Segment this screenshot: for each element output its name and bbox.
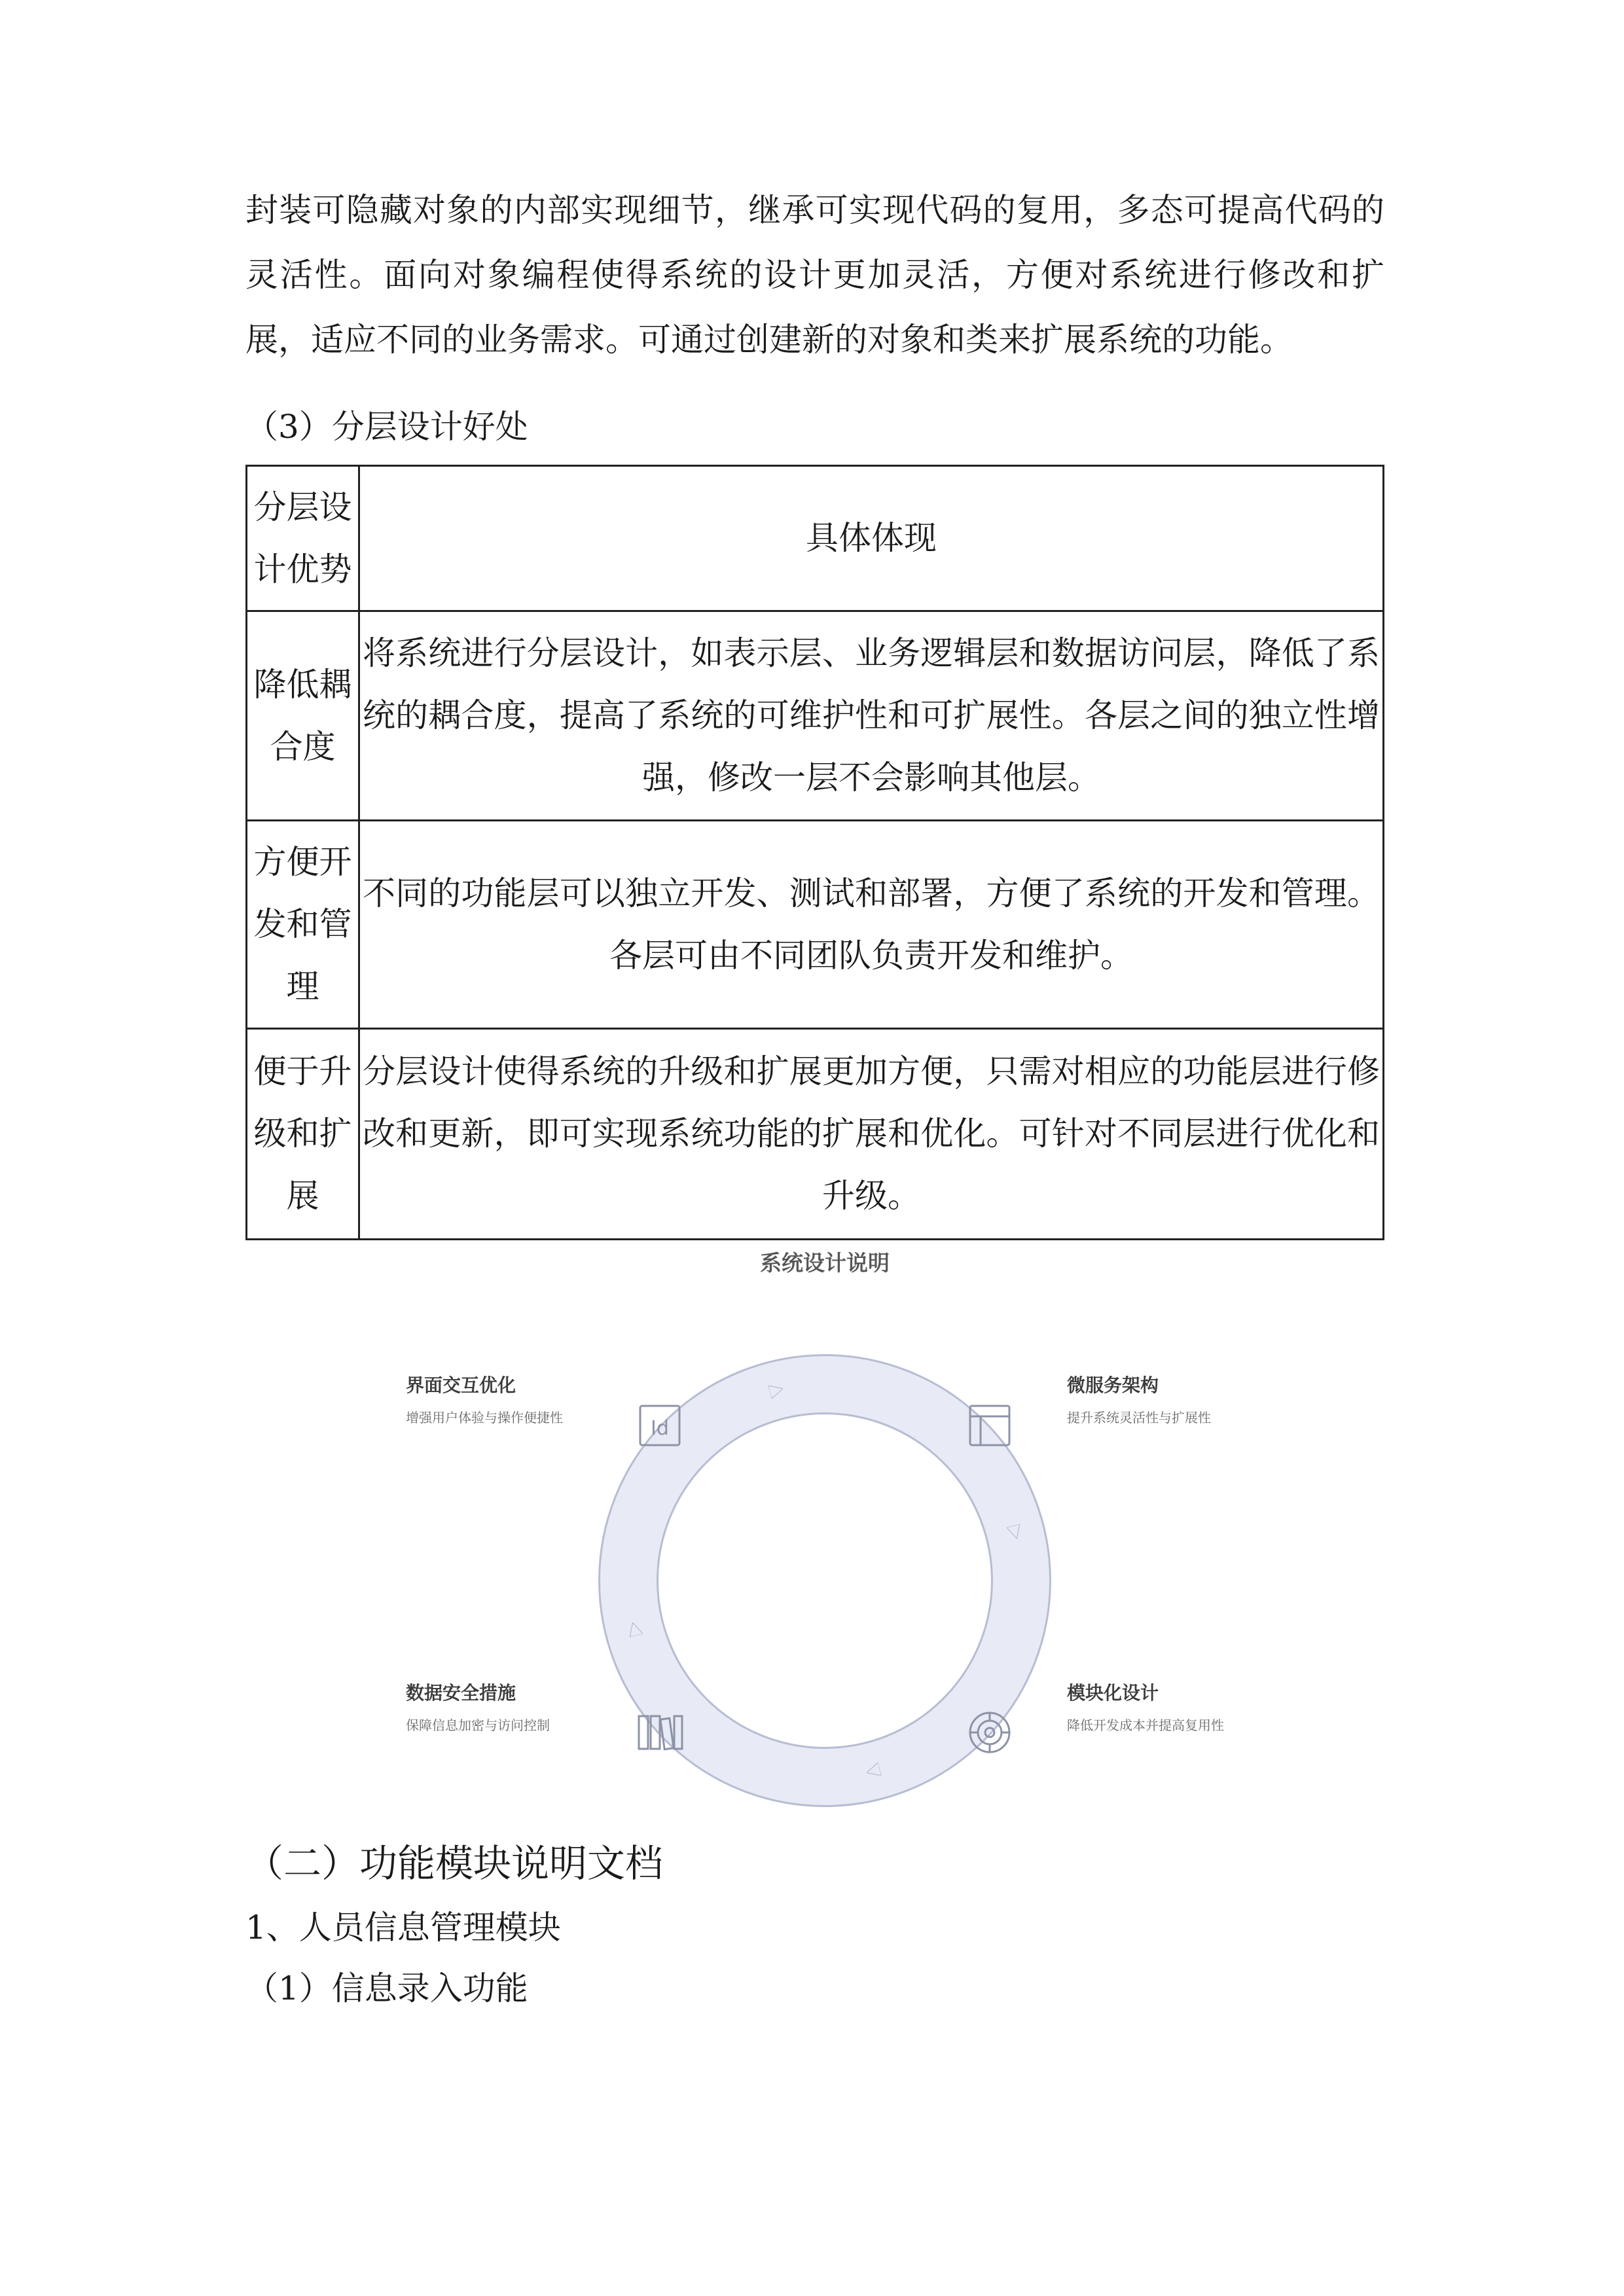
system-design-diagram (367, 1237, 1283, 1826)
id-icon-text: Id (651, 1417, 669, 1440)
table-cell-desc: 不同的功能层可以独立开发、测试和部署，方便了系统的开发和管理。各层可由不同团队负责开发和维护。 (359, 821, 1384, 1029)
table-header-details: 具体体现 (359, 466, 1384, 611)
table-cell-name: 便于升级和扩展 (247, 1029, 359, 1240)
diagram-item-title: 模块化设计 (1067, 1682, 1159, 1704)
diagram-item-title: 界面交互优化 (406, 1374, 516, 1396)
section-heading-info-entry: （1）信息录入功能 (245, 1969, 528, 2007)
diagram-item-title: 数据安全措施 (406, 1682, 516, 1704)
table-row (247, 611, 1384, 821)
diagram-item-desc: 保障信息加密与访问控制 (406, 1717, 550, 1733)
table-cell-desc: 将系统进行分层设计，如表示层、业务逻辑层和数据访问层，降低了系统的耦合度，提高了系统的可维护性和可扩展性。各层之间的独立性增强，修改一层不会影响其他层。 (359, 611, 1384, 821)
intro-paragraph: 封装可隐藏对象的内部实现细节，继承可实现代码的复用，多态可提高代码的灵活性。面向对象编程使得系统的设计更加灵活，方便对系统进行修改和扩展，适应不同的业务需求。可通过创建新的对象和类来扩展系统的功能。 (245, 191, 1384, 359)
table-cell-name: 方便开发和管理 (247, 821, 359, 1029)
diagram-item-security (406, 1679, 602, 1735)
section-heading-personnel-module: 1、人员信息管理模块 (245, 1909, 561, 1946)
layered-design-table (245, 465, 1384, 1240)
diagram-item-desc: 降低开发成本并提高复用性 (1067, 1717, 1224, 1733)
cycle-ring (367, 1237, 1283, 1826)
table-header-row (247, 466, 1384, 611)
diagram-item-title: 微服务架构 (1067, 1374, 1159, 1396)
diagram-item-microservice (1067, 1371, 1263, 1427)
table-cell-name: 降低耦合度 (247, 611, 359, 821)
diagram-item-desc: 提升系统灵活性与扩展性 (1067, 1410, 1211, 1426)
table-row (247, 1029, 1384, 1240)
diagram-item-desc: 增强用户体验与操作便捷性 (406, 1410, 563, 1426)
table-header-advantage: 分层设计优势 (247, 466, 359, 611)
ring-fill (628, 1384, 1021, 1777)
diagram-item-ui (406, 1371, 602, 1427)
table-cell-desc: 分层设计使得系统的升级和扩展更加方便，只需对相应的功能层进行修改和更新，即可实现系统功能的扩展和优化。可针对不同层进行优化和升级。 (359, 1029, 1384, 1240)
diagram-title: 系统设计说明 (760, 1250, 890, 1276)
diagram-item-modular (1067, 1679, 1263, 1735)
section-heading-layered-benefits: （3）分层设计好处 (245, 408, 528, 446)
table-row (247, 821, 1384, 1029)
section-heading-function-modules: （二）功能模块说明文档 (245, 1841, 664, 1886)
